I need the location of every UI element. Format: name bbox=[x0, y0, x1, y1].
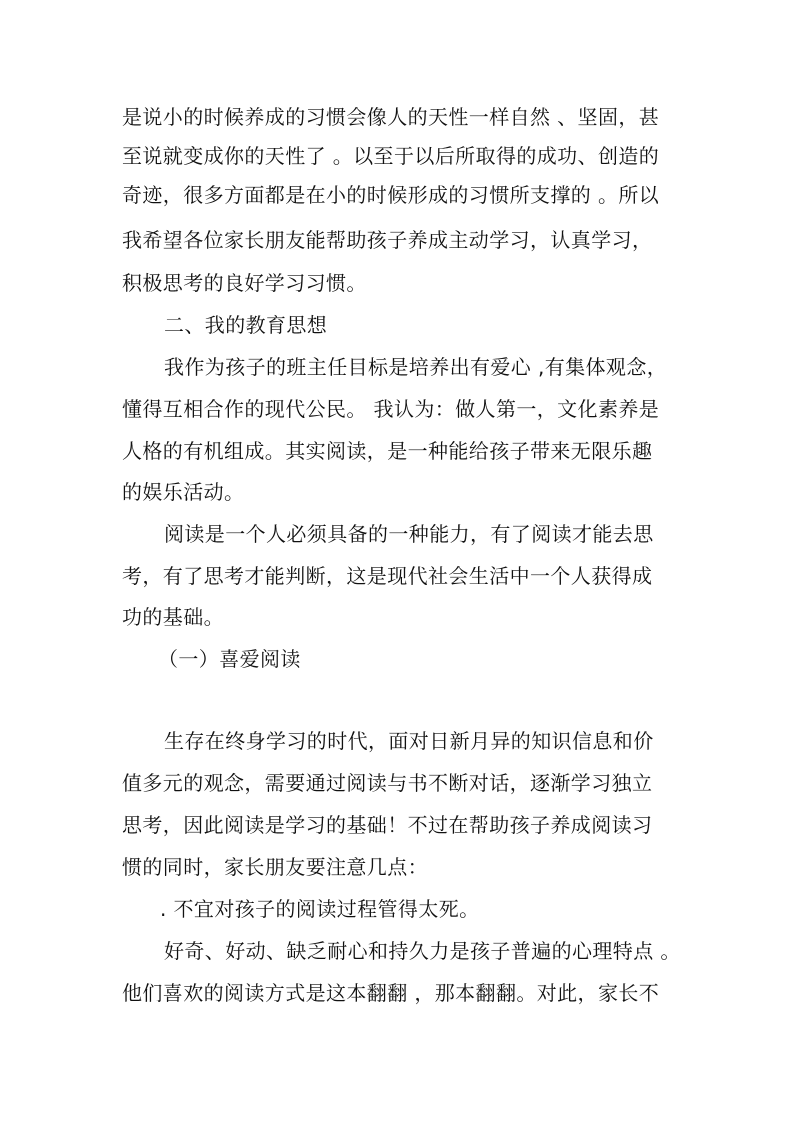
text-line: 好奇、好动、缺乏耐心和持久力是孩子普遍的心理特点 。 bbox=[164, 939, 681, 963]
text-line: 懂得互相合作的现代公民。 我认为：做人第一，文化素养是 bbox=[122, 397, 660, 421]
text-line: 思考，因此阅读是学习的基础！不过在帮助孩子养成阅读习 bbox=[122, 813, 653, 837]
list-item: . 不宜对孩子的阅读过程管得太死。 bbox=[160, 897, 480, 921]
text-line: 奇迹，很多方面都是在小的时候形成的习惯所支撑的 。所以 bbox=[122, 183, 660, 207]
text-line: 功的基础。 bbox=[122, 605, 224, 629]
text-line: 阅读是一个人必须具备的一种能力，有了阅读才能去思 bbox=[164, 522, 654, 546]
text-line: 惯的同时，家长朋友要注意几点： bbox=[122, 855, 428, 879]
text-line: 我作为孩子的班主任目标是培养出有爱心 ,有集体观念， bbox=[164, 355, 668, 379]
text-line: 我希望各位家长朋友能帮助孩子养成主动学习，认真学习， bbox=[122, 228, 653, 252]
text-line: 的娱乐活动。 bbox=[122, 480, 245, 504]
text-line: 积极思考的良好学习习惯。 bbox=[122, 271, 367, 295]
text-line: 生存在终身学习的时代，面对日新月异的知识信息和价 bbox=[164, 729, 654, 753]
text-line: 人格的有机组成。其实阅读，是一种能给孩子带来无限乐趣 bbox=[122, 439, 653, 463]
text-line: 是说小的时候养成的习惯会像人的天性一样自然 、坚固，甚 bbox=[122, 105, 660, 129]
subsection-heading: （一）喜爱阅读 bbox=[158, 647, 301, 671]
section-heading: 二、我的教育思想 bbox=[164, 313, 328, 337]
text-line: 考，有了思考才能判断，这是现代社会生活中一个人获得成 bbox=[122, 564, 653, 588]
text-line: 他们喜欢的阅读方式是这本翻翻 ，那本翻翻。对此，家长不 bbox=[122, 981, 660, 1005]
text-line: 至说就变成你的天性了 。以至于以后所取得的成功、创造的 bbox=[122, 144, 660, 168]
text-line: 值多元的观念，需要通过阅读与书不断对话，逐渐学习独立 bbox=[122, 771, 653, 795]
